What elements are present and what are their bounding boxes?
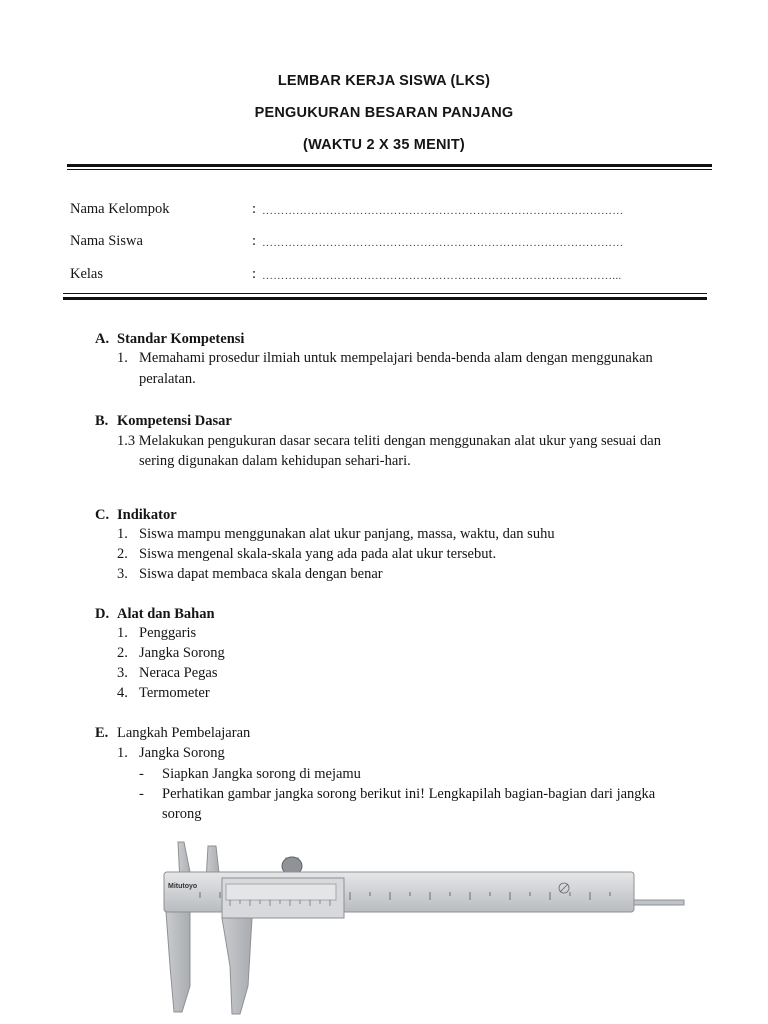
movable-lower-jaw — [222, 918, 252, 1014]
dash-item: - Siapkan Jangka sorong di mejamu — [139, 766, 361, 782]
dash-item: - Perhatikan gambar jangka sorong berikut ini! Lengkapilah bagian-bagian dari jangka — [139, 786, 656, 802]
list-item: 3. Siswa dapat membaca skala dengan benar — [117, 566, 383, 582]
title-line-1: LEMBAR KERJA SISWA (LKS) — [277, 73, 491, 89]
section-e-heading: E. Langkah Pembelajaran — [95, 725, 251, 741]
form-rule-thin — [63, 293, 707, 294]
list-item: 1. Memahami prosedur ilmiah untuk mempelajari benda-benda alam dengan menggunakan — [117, 350, 653, 366]
field-label-siswa: Nama Siswa — [70, 233, 143, 249]
section-title: Standar Kompetensi — [117, 331, 245, 347]
dash-item-continuation: sorong — [162, 806, 202, 822]
list-item: 2. Siswa mengenal skala-skala yang ada pada alat ukur tersebut. — [117, 546, 497, 562]
field-label-kelompok: Nama Kelompok — [70, 201, 170, 217]
title-line-3: (WAKTU 2 X 35 MENIT) — [303, 137, 465, 153]
field-colon: : — [252, 201, 257, 217]
list-item: 2. Jangka Sorong — [117, 645, 225, 661]
header-rule-thin — [67, 169, 712, 170]
form-rule-thick — [63, 297, 707, 300]
field-blank-kelas[interactable]: …………………………………………………………………………………... — [262, 270, 622, 282]
fixed-lower-jaw — [166, 912, 190, 1012]
field-colon: : — [252, 266, 257, 282]
paragraph-line: 1.3 Melakukan pengukuran dasar secara teliti dengan menggunakan alat ukur yang sesuai dan — [117, 433, 661, 449]
list-item: 3. Neraca Pegas — [117, 665, 218, 681]
section-b-heading: B. Kompetensi Dasar — [95, 413, 232, 429]
section-c-heading: C. Indikator — [95, 507, 177, 523]
field-colon: : — [252, 233, 257, 249]
title-line-2: PENGUKURAN BESARAN PANJANG — [254, 105, 514, 121]
depth-rod — [634, 900, 684, 905]
list-item: 1. Siswa mampu menggunakan alat ukur panjang, massa, waktu, dan suhu — [117, 526, 555, 542]
brand-logo: Mitutoyo — [168, 883, 198, 890]
paragraph-line: sering digunakan dalam kehidupan sehari-hari. — [139, 453, 411, 469]
field-blank-kelompok[interactable]: …………………………………………………………………………………… — [262, 205, 624, 217]
list-item: 1. Jangka Sorong — [117, 745, 225, 761]
list-item: 4. Termometer — [117, 685, 210, 701]
section-d-heading: D. Alat dan Bahan — [95, 606, 215, 622]
vernier-caliper-illustration — [160, 836, 690, 1024]
section-a-heading — [95, 331, 244, 348]
list-item: 1. Penggaris — [117, 625, 197, 641]
section-letter: A. — [95, 331, 110, 347]
list-item-continuation: peralatan. — [139, 371, 196, 387]
field-label-kelas: Kelas — [70, 266, 104, 282]
field-blank-siswa[interactable]: …………………………………………………………………………………… — [262, 237, 624, 249]
header-rule-thick — [67, 164, 712, 167]
